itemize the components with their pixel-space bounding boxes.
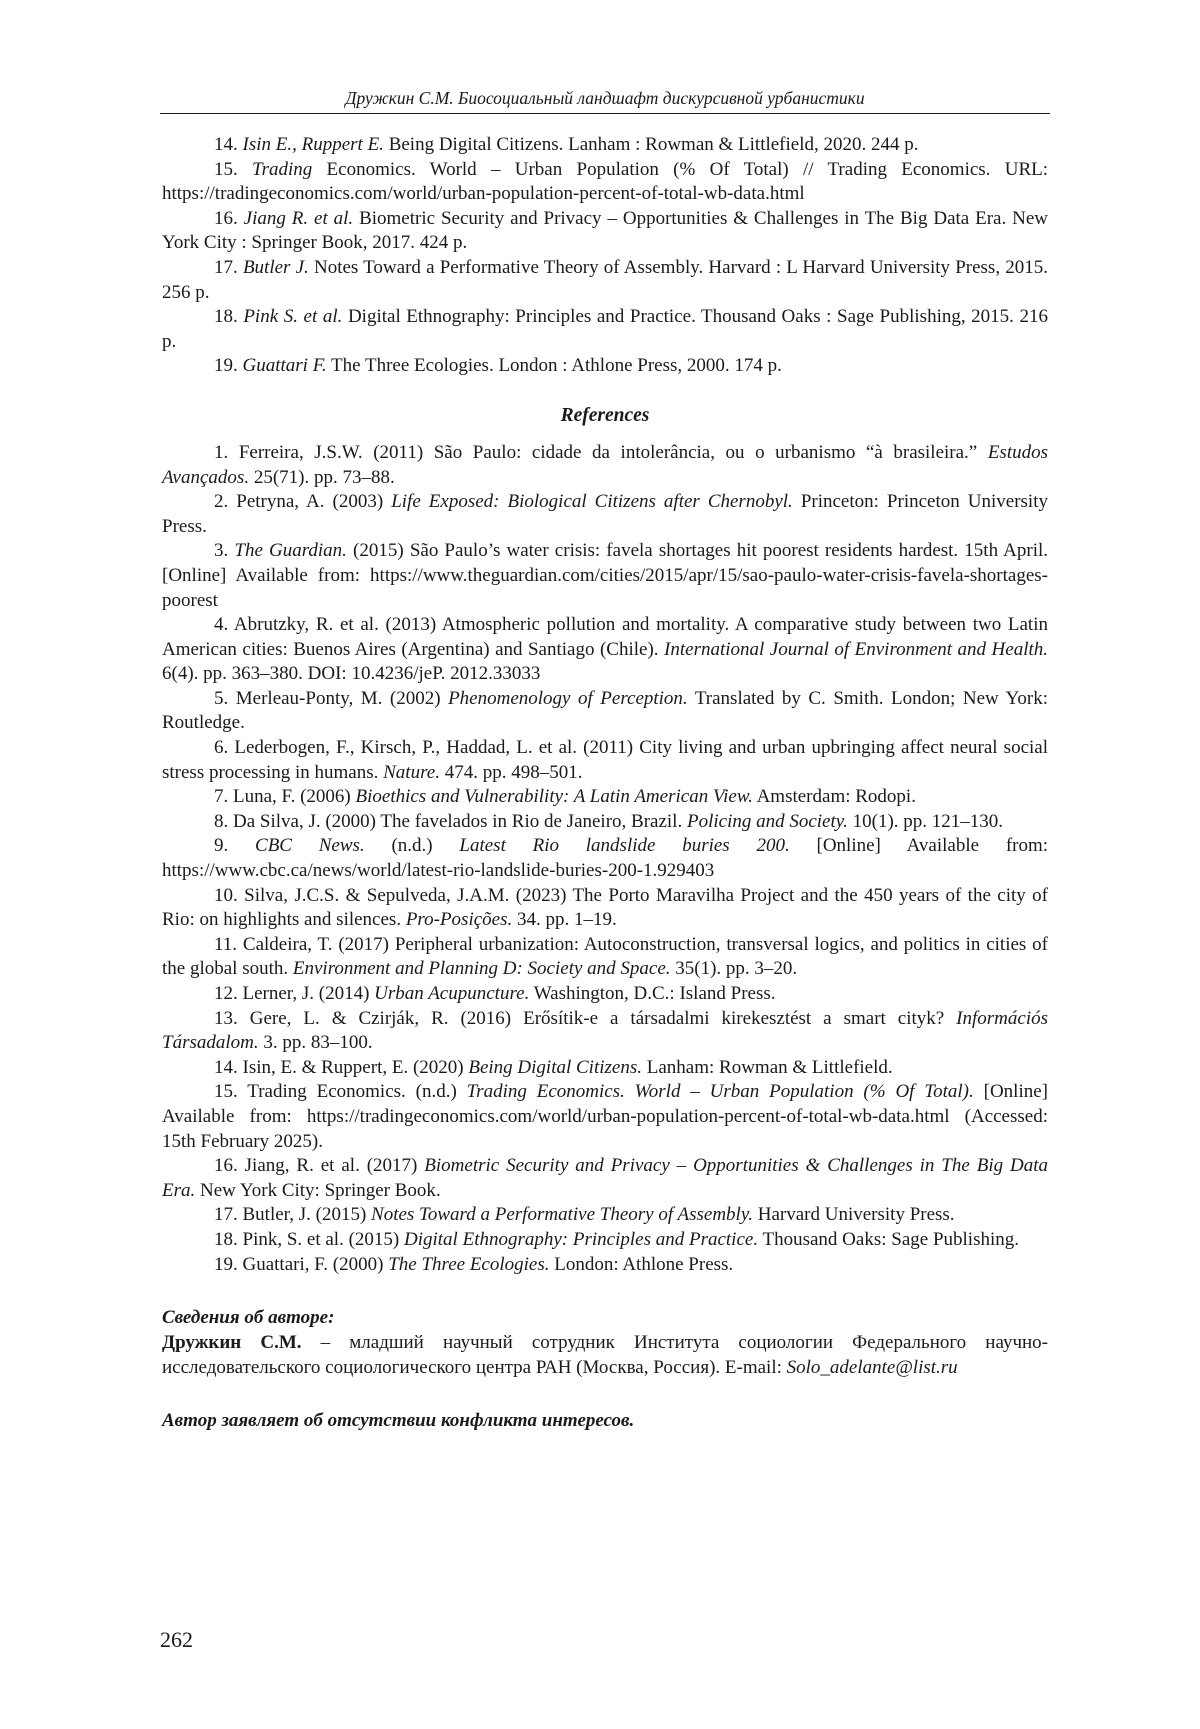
reference-item: 15. Trading Economics. (n.d.) Trading Economics. World – Urban Population (% Of Total). [Online] Available from: https://tradingeconomics.com/world/urban-population-percent-of-total-wb-data.html (Accessed: 15th February 2025). [162,1081,1048,1152]
reference-item: 11. Caldeira, T. (2017) Peripheral urbanization: Autoconstruction, transversal logics, and politics in cities of the global south. Environment and Planning D: Society and Space. 35(1). pp. 3–20. [162,933,1048,980]
author-email[interactable]: Solo_adelante@list.ru [786,1357,958,1379]
reference-item: 8. Da Silva, J. (2000) The favelados in Rio de Janeiro, Brazil. Policing and Society. 10(1). pp. 121–130. [214,810,1004,832]
author-name: Дружкин С.М. [162,1332,302,1354]
reference-item: 15. Trading Economics. World – Urban Population (% Of Total) // Trading Economics. URL: https://tradingeconomics.com/world/urban-population-percent-of-total-wb-data.html [162,158,1048,205]
reference-item: 7. Luna, F. (2006) Bioethics and Vulnerability: A Latin American View. Amsterdam: Rodopi. [214,786,916,808]
reference-item: 10. Silva, J.C.S. & Sepulveda, J.A.M. (2023) The Porto Maravilha Project and the 450 years of the city of Rio: on highlights and silences. Pro-Posições. 34. pp. 1–19. [162,884,1048,931]
running-header: Дружкин С.М. Биосоциальный ландшафт дискурсивной урбанистики [345,88,865,108]
reference-item: 13. Gere, L. & Czirják, R. (2016) Erősítik-e a társadalmi kirekesztést a smart cityk? Információs Társadalom. 3. pp. 83–100. [162,1007,1048,1054]
reference-item: 17. Butler J. Notes Toward a Performative Theory of Assembly. Harvard : L Harvard University Press, 2015. 256 p. [162,256,1049,303]
reference-item: 12. Lerner, J. (2014) Urban Acupuncture. Washington, D.C.: Island Press. [214,983,776,1004]
reference-item: 14. Isin, E. & Ruppert, E. (2020) Being Digital Citizens. Lanham: Rowman & Littlefield. [214,1056,893,1078]
reference-item: 16. Jiang R. et al. Biometric Security and Privacy – Opportunities & Challenges in The Big Data Era. New York City : Springer Book, 2017. 424 p. [162,207,1049,254]
reference-item: 19. Guattari F. The Three Ecologies. London : Athlone Press, 2000. 174 p. [214,355,782,377]
english-reference-list [162,441,1048,1277]
reference-item: 5. Merleau-Ponty, M. (2002) Phenomenology of Perception. Translated by C. Smith. London; New York: Routledge. [162,687,1048,734]
reference-item: 18. Pink S. et al. Digital Ethnography: Principles and Practice. Thousand Oaks : Sage Publishing, 2015. 216 p. [162,306,1049,352]
reference-item: 19. Guattari, F. (2000) The Three Ecologies. London: Athlone Press. [214,1253,734,1275]
header-rule [160,113,1050,114]
reference-item: 6. Lederbogen, F., Kirsch, P., Haddad, L. et al. (2011) City living and urban upbringing affect neural social stress processing in humans. Nature. 474. pp. 498–501. [162,737,1048,783]
russian-reference-list [162,133,1048,379]
reference-item: 17. Butler, J. (2015) Notes Toward a Performative Theory of Assembly. Harvard University Press. [214,1204,955,1226]
reference-item: 2. Petryna, A. (2003) Life Exposed: Biological Citizens after Chernobyl. Princeton: Princeton University Press. [162,491,1048,537]
reference-item: 14. Isin E., Ruppert E. Being Digital Citizens. Lanham : Rowman & Littlefield, 2020. 244 p. [214,134,919,155]
reference-item: 16. Jiang, R. et al. (2017) Biometric Security and Privacy – Opportunities & Challenges in The Big Data Era. New York City: Springer Book. [162,1155,1048,1201]
reference-item: 1. Ferreira, J.S.W. (2011) São Paulo: cidade da intolerância, ou o urbanismo “à brasileira.” Estudos Avançados. 25(71). pp. 73–88. [162,441,1048,488]
conflict-statement: Автор заявляет об отсутствии конфликта интересов. [162,1410,635,1432]
reference-item: 4. Abrutzky, R. et al. (2013) Atmospheric pollution and mortality. A comparative study between two Latin American cities: Buenos Aires (Argentina) and Santiago (Chile). International Journal of Environment and Health. 6(4). pp. 363–380. DOI: 10.4236/jeP. 2012.33033 [162,614,1048,685]
page-content [162,133,1048,1432]
reference-item: 9. CBC News. (n.d.) Latest Rio landslide buries 200. [Online] Available from: https://www.cbc.ca/news/world/latest-rio-landslide-buries-200-1.929403 [162,835,1049,882]
author-info: Дружкин С.М. – младший научный сотрудник Института социологии Федерального научно-исследовательского социологического центра РАН (Москва, Россия). E-mail: Solo_adelante@list.ru [162,1332,1048,1379]
references-heading: References [560,404,650,426]
page-number: 262 [160,1627,193,1652]
reference-item: 18. Pink, S. et al. (2015) Digital Ethnography: Principles and Practice. Thousand Oaks: Sage Publishing. [214,1228,1019,1250]
author-info-heading: Сведения об авторе: [162,1307,335,1329]
reference-item: 3. The Guardian. (2015) São Paulo’s water crisis: favela shortages hit poorest residents hardest. 15th April. [Online] Available from: https://www.theguardian.com/cities/2015/apr/15/sao-paulo-water-crisis-favela-shortages-poorest [162,540,1048,611]
